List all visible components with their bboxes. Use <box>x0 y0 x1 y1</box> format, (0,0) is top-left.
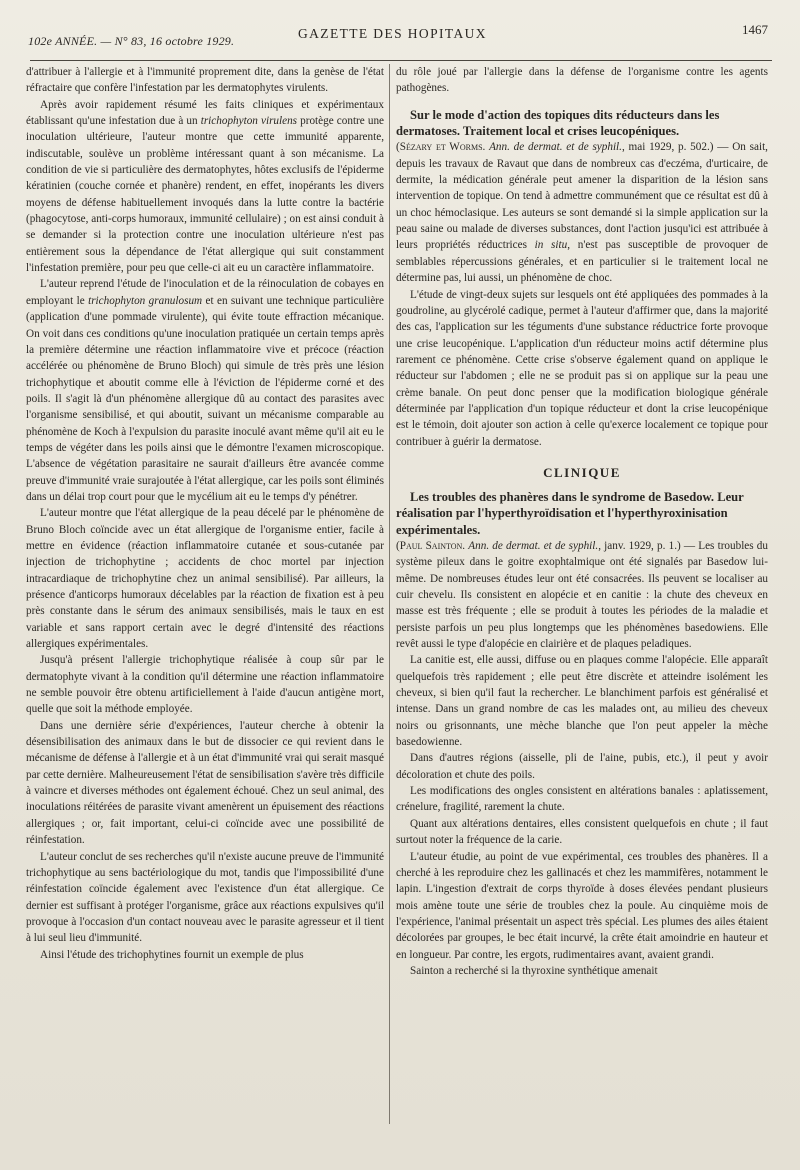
article-reference: Ann. de dermat. et de syphil. <box>489 141 622 154</box>
page-number: 1467 <box>742 22 768 37</box>
left-column <box>26 64 384 963</box>
paragraph: L'auteur étudie, au point de vue expérimental, ces troubles des phanères. Il a cherché à les reproduire chez les gallinacés et chez les mammifères, notamment le lapin. L'ingestion d'extrait de corps thyroïde à doses élevées pendant plusieurs mois amène toute une série de troubles chez la poule. Au cinquième mois de l'expérience, l'animal présentait un aspect très spécial. Les plumes des ailes étaient décolorées par groupes, le bec était incurvé, la crête était amoindrie en hauteur et en longueur. Par contre, les ergots, rudimentaires avant, avaient grandi. <box>396 850 768 961</box>
header-rule <box>30 60 772 61</box>
paragraph: Dans une dernière série d'expériences, l'auteur cherche à obtenir la désensibilisation des animaux dans le but de dissocier ce qui revient dans le mécanisme de défense à l'allergie et à un état d'immunité vrai qui serait masqué par cette dernière. Malheureusement l'état de sensibilisation s'avère très difficile à vaincre et diverses méthodes ont également échoué. Chez un seul animal, des inoculations réitérées de parasite vivant amenèrent un épuisement des réactions allergiques ; or, fait important, celui-ci coïncide avec une possibilité de réinfestation. <box>26 719 384 847</box>
section-heading: CLINIQUE <box>543 464 621 480</box>
paragraph: Après avoir rapidement résumé les faits cliniques et expérimentaux établissant qu'une infestation due à un trichophyton virulens protège contre une inoculation ultérieure, l'auteur montre que cette immunité apparente, indiscutable, soulève un problème intéressant quant à son mécanisme. La condition de vie si particulière des dermatophytes, hôtes exclusifs de l'épiderme kératinien (couche cornée et phanère) rendent, en effet, inopérants les divers moyens de défense habituellement invoqués dans la lutte contre la bactérie (phagocytose, anti-corps humoraux, immunité cellulaire) ; on est ainsi conduit à se demander si la protection contre une inoculation ultérieure n'est pas entièrement sous la dépendance de l'état allergique qui suit constamment l'infestation première, pour peu que celle-ci ait eu un caractère inflammatoire. <box>26 98 384 275</box>
paragraph: Les modifications des ongles consistent en altérations banales : aplatissement, crénelure, fragilité, rarement la chute. <box>396 785 768 814</box>
paragraph: du rôle joué par l'allergie dans la défense de l'organisme contre les agents pathogènes. <box>396 66 768 95</box>
article-reference: Ann. de dermat. et de syphil. <box>468 539 599 552</box>
issue-line: 102e ANNÉE. — N° 83, 16 octobre 1929. <box>28 34 235 48</box>
article-reference-date: , janv. 1929, p. 1.) <box>598 539 681 552</box>
paragraph: Sainton a recherché si la thyroxine synthétique amenait <box>410 964 658 977</box>
paragraph: Dans d'autres régions (aisselle, pli de l'aine, pubis, etc.), il peut y avoir décoloration et chute des poils. <box>396 752 768 781</box>
species-name: trichophyton granulosum <box>88 294 203 307</box>
right-column <box>396 64 768 979</box>
article-title: Les troubles des phanères dans le syndrome de Basedow. Leur réalisation par l'hyperthyroïdisation et l'hyperthyroxinisation expérimentales. <box>396 489 744 537</box>
paragraph: Quant aux altérations dentaires, elles consistent quelquefois en chute ; il faut surtout noter la fréquence de la carie. <box>396 817 768 847</box>
paragraph: L'étude de vingt-deux sujets sur lesquels ont été appliquées des pommades à la goudroline, au glycérolé cadique, permet à l'auteur d'affirmer que, dans la majorité des cas, l'application sur les téguments d'une substance réductrice forte provoque une crise leucopénique. L'application d'un réducteur moins actif détermine plus rarement ce phénomène. Cette crise s'observe également quand on applique le réducteur sur l'abdomen ; elle ne se produit pas si on applique sur la peau une crème banale. On peut donc penser que la modification biologique générale déterminée par l'application d'un topique réducteur et dont la crise leucopénique est le témoin, doit ajouter son action à celle qu'exerce localement ce topique pour contribuer à guérir la dermatose. <box>396 288 768 448</box>
journal-title: GAZETTE DES HOPITAUX <box>298 26 487 41</box>
paragraph: Jusqu'à présent l'allergie trichophytique réalisée à coup sûr par le dermatophyte vivant à la condition qu'il détermine une réaction inflammatoire ne semble pouvoir être obtenu artificiellement à l'aide d'aucun antigène mort, quelle que soit la méthode employée. <box>26 654 384 716</box>
column-divider <box>389 64 390 1124</box>
article-authors: (Paul Sainton. <box>396 539 466 552</box>
paragraph: Ainsi l'étude des trichophytines fournit un exemple de plus <box>40 948 304 961</box>
article-authors: (Sézary et Worms. <box>396 141 486 154</box>
article-reference-date: , mai 1929, p. 502.) <box>621 141 714 154</box>
article-title: Sur le mode d'action des topiques dits réducteurs dans les dermatoses. Traitement local et crises leucopéniques. <box>396 107 720 139</box>
paragraph: d'attribuer à l'allergie et à l'immunité proprement dite, dans la genèse de l'état réfractaire que confère l'infestation par les dermatophytes virulents. <box>26 66 384 95</box>
paragraph: L'auteur montre que l'état allergique de la peau décelé par le phénomène de Bruno Bloch coïncide avec un état allergique de l'organisme entier, facile à mettre en évidence (réaction inflammatoire cutanée et sous-cutanée par injection de trichophytine ; accidents de choc mortel par injection intracardiaque de trichophytine chez un animal sensibilisé). Par ailleurs, la présence d'anticorps humoraux décelables par la réaction de fixation est à peu près constante dans le sérum des animaux sensibilisés, mais le taux en est variable et sans rapport certain avec le degré d'intensité des réactions allergiques expérimentales. <box>26 507 384 651</box>
species-name: trichophyton virulens <box>200 115 298 128</box>
article-body: (Sézary et Worms. Ann. de dermat. et de syphil., mai 1929, p. 502.) — On sait, depuis les travaux de Ravaut que dans de nombreux cas d'eczéma, d'urticaire, de dermite, la médication générale peut amener la disparition de la lésion sans intervention de topique. On tend à admettre communément que ce résultat est dû à un choc hémoclasique. Les auteurs se sont demandé si la simple application sur la peau saine ou malade de diverses substances, dont l'action jusqu'ici est attribuée à leurs propriétés réductrices in situ, n'est pas susceptible de provoquer de semblables répercussions générales, et en particulier si le traitement local ne détermine pas, lui aussi, un phénomène de choc. <box>396 141 768 285</box>
page-header <box>28 22 772 56</box>
paragraph: La canitie est, elle aussi, diffuse ou en plaques comme l'alopécie. Elle apparaît quelquefois très rapidement ; elle peut être discrète et atteindre isolément les cheveux, si bien qu'il faut la rechercher. Le blanchiment parfois est généralisé et intense. Dans un grand nombre de cas les malades ont, au milieu des cheveux noirs ou grisonnants, une mèche blanche que l'on peut appeler la mèche basedowienne. <box>396 654 768 749</box>
article-body: (Paul Sainton. Ann. de dermat. et de syphil., janv. 1929, p. 1.) — Les troubles du système pileux dans le goitre exophtalmique ont été signalés par Basedow lui-même. De nombreuses études leur ont été consacrées. Ils peuvent se localiser au cuir chevelu. Ils consistent en alopécie et en canitie : la chute des cheveux en masse est très fréquente ; elle se produit à toutes les périodes de la maladie et persiste parfois un peu plus longtemps que les phénomènes basedowiens. Elle revêt aussi le type d'alopécie en clairière et de plaques peladiques. <box>396 539 768 651</box>
paragraph: L'auteur conclut de ses recherches qu'il n'existe aucune preuve de l'immunité trichophytique au sens bactériologique du mot, tandis que l'impossibilité d'une réinfestation coïncide également avec l'existence d'un état allergique. Ce dernier est suffisant à protéger l'organisme, grâce aux réactions expulsives qu'il provoque à l'occasion d'un contact nouveau avec le parasite agresseur et il tient à lui seul lieu d'immunité. <box>26 850 384 945</box>
paragraph: L'auteur reprend l'étude de l'inoculation et de la réinoculation de cobayes en employant le trichophyton granulosum et en suivant une technique particulière (application d'une pommade virulente), qui évite toute effraction mécanique. On voit dans ces conditions qu'une inoculation pratiquée un certain temps après la première détermine une réaction inflammatoire vive et précoce (réaction accélérée ou phénomène de Bruno Bloch) qui simule de très près une lésion trichophytique et aboutit comme elle à l'éviction de l'épiderme corné et des poils. Il s'agit là d'un phénomène allergique dû au contact des parasites avec l'organisme sensibilisé, et qui aboutit, suivant un mécanisme comparable au phénomène de Koch à l'expulsion du parasite inoculé avant même qu'il ait eu le temps de végéter dans les poils ainsi que le démontre l'examen microscopique. L'absence de végétation parasitaire ne saurait d'ailleurs être avancée comme preuve d'immunité vraie surajoutée à l'état allergique, car les poils sont éliminés dans un délai trop court pour que le mycélium ait eu le temps d'y pénétrer. <box>26 278 384 503</box>
